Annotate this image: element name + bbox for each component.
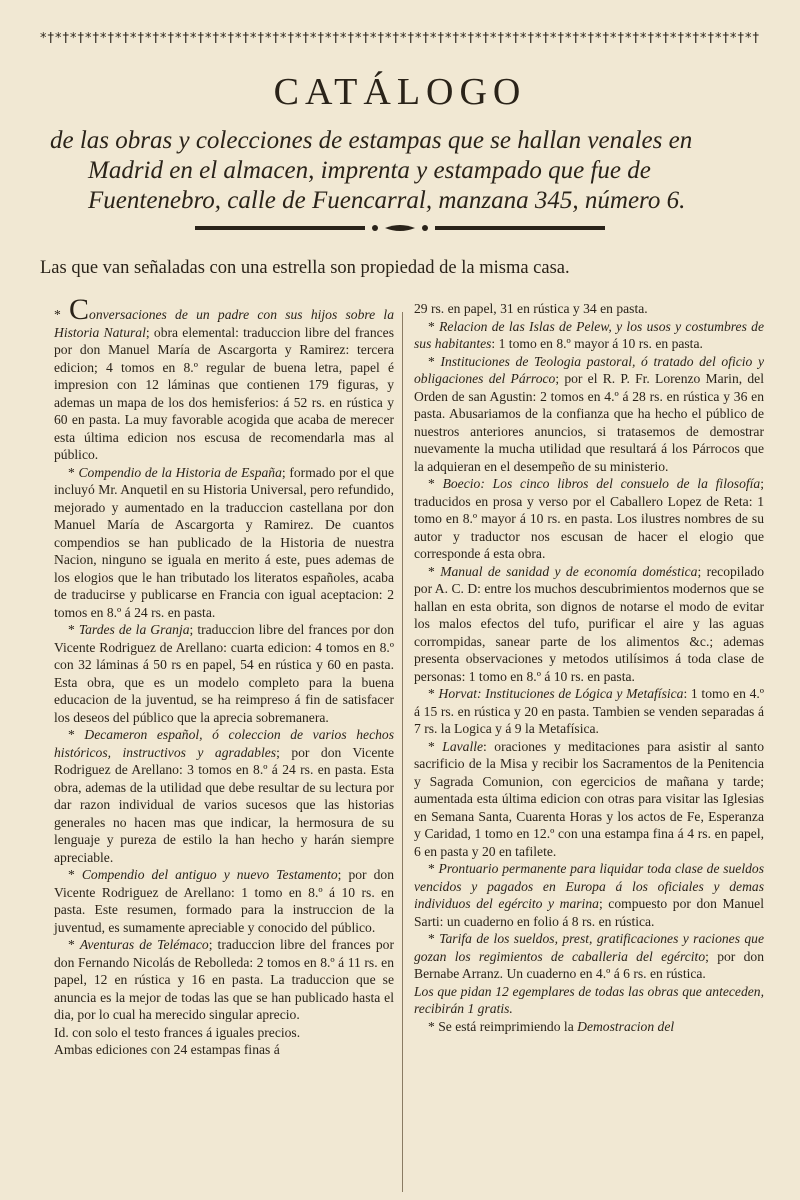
drop-cap: C [69,293,90,326]
catalog-entry [54,1024,394,1042]
left-column [54,293,395,1059]
entry-text: : 1 tomo en 8.º mayor á 10 rs. en pasta. [491,336,703,351]
catalog-entry [414,738,764,861]
entry-text: ; traducidos en prosa y verso por el Caballero Lopez de Reta: 1 tomo en 8.º mayor á 10 rs. en pasta. Los ilustres nombres de su autor y traductor nos escusan de hacer el elogio que corresponde á esta obra. [414,476,764,561]
entry-title: Instituciones de Teologia pastoral, ó tratado del oficio y obligaciones del Párroco [414,353,764,386]
catalog-entry [414,860,764,930]
catalog-entry [414,318,764,353]
star-mark: * [68,464,75,480]
subtitle [50,126,760,216]
catalog-entry [54,726,394,866]
star-mark: * [428,738,435,754]
entry-text: ; por don Bernabe Arranz. Un cuaderno en 4.º á 6 rs. en rústica. [414,948,764,981]
star-mark: * [428,476,435,491]
star-mark: * [428,861,435,876]
catalog-entry [414,685,764,738]
catalog-entry [414,353,764,476]
catalog-entry [54,464,394,622]
right-column [414,300,764,1035]
catalog-entry [414,300,764,318]
entry-title: Compendio de la Historia de España [78,464,282,480]
entry-text: ; por don Vicente Rodriguez de Arellano: 3 tomos en 8.º á 24 rs. en pasta. Esta obra, ademas de la utilidad que debe resultar de su lectura por dar razon individual de varios sucesos que las historias generales no hacen mas que indicar, la hermosura de su lenguaje y pureza de estilo la han hecho y harán siempre apreciable. [54,744,394,865]
star-mark: * [68,937,75,952]
catalog-entry [54,293,394,464]
catalog-entry [54,1041,394,1059]
entry-title: Boecio: Los cinco libros del consuelo de la filosofía [442,476,761,491]
decorative-rule [195,222,605,234]
entry-title: Horvat: Instituciones de Lógica y Metafísica [438,686,684,701]
entry-title: Prontuario permanente para liquidar toda clase de sueldos vencidos y pagados en Europa á los oficiales y demas individuos del egército y marina [414,861,765,911]
catalog-entry [414,475,764,563]
page-title: CATÁLOGO [273,71,527,113]
entry-title: Compendio del antiguo y nuevo Testamento [81,867,338,882]
subtitle-line-2: Madrid en el almacen, imprenta y estampado que fue de [88,157,651,184]
entry-text: ; recopilado por A. C. D: entre los muchos descubrimientos modernos que se hallan en esta obrita, son dignos de notarse el modo de evitar los malos efectos del tufo, purificar el aire y las aguas corrompidas, sanear parte de los alimentos &c.; ademas presenta observaciones y metodos utilísimos á toda clase de personas: 1 tomo en 8.º á 10 rs. en pasta. [414,563,764,684]
star-mark: * [68,622,75,637]
entry-text: Se está reimprimiendo la [438,1018,578,1034]
catalog-entry [54,621,394,726]
entry-text: ; obra elemental: traduccion libre del frances por don Manuel María de Ascargorta y Ramirez: tercera edicion; 4 tomos en 8.º regular de buena letra, papel é impresion con 12 láminas que contienen 179 figuras, y ademas un mapa de los dos hemisferios: á 52 rs. en rústica y 60 en pasta. La muy favorable acogida que acaba de merecer esta última edicion nos escusa de recomendarla mas al público. [54,324,394,462]
entry-title: Los que pidan 12 egemplares de todas las obras que anteceden, recibirán 1 gratis. [414,983,764,1016]
catalog-entry [414,563,764,686]
entry-text: ; traduccion libre del frances por don Vicente Rodriguez de Arellano: cuarta edicion: 4 tomos en 8.º con 32 láminas á 50 rs en papel, 54 en rústica y 60 en pasta. Esta obra, que es un modelo completo para la buena educacion de la juventud, se ha reimpreso á fin de satisfacer los deseos del público que la aprecia sobremanera. [54,622,394,725]
entry-text: ; por el R. P. Fr. Lorenzo Marin, del Orden de san Agustin: 2 tomos en 4.º á 28 rs. en rústica y 36 en pasta. Abusariamos de la confianza que ha hecho el público de nuestros anteriores anuncios, si tratasemos de demostrar nuevamente la mucha utilidad que resultará á los Párrocos que la adquieran en el desempeño de su ministerio. [414,371,764,474]
entry-title: Lavalle [442,738,484,754]
entry-title: Aventuras de Telémaco [79,937,209,952]
subtitle-line-1: de las obras y colecciones de estampas que se hallan venales en [50,127,693,154]
entry-text: Id. con solo el testo frances á iguales precios. [54,1024,301,1040]
star-mark: * [68,727,75,742]
entry-text: ; compuesto por don Manuel Sarti: un cuaderno en folio á 8 rs. en rústica. [414,896,764,929]
entry-text: : oraciones y meditaciones para asistir al santo sacrificio de la Misa y recibir los Sacramentos de la Penitencia y Sagrada Comunion, con egercicios de mañana y tarde; aumentada esta última edicion con otras para visitar las Iglesias en Semana Santa, Cuarenta Horas y los actos de Fe, Esperanza y Caridad, 1 tomo en 12.º con una estampa fina á 4 rs. en papel, 6 en pasta y 20 en tafilete. [414,738,764,859]
entry-title: Tarifa de los sueldos, prest, gratificaciones y raciones que gozan los regimientos de caballeria del egército [414,931,764,964]
star-mark: * [428,563,435,579]
star-mark: * [428,931,435,946]
column-divider [402,312,403,1192]
entry-title: Manual de sanidad y de economía doméstica [440,563,698,579]
entry-text: ; por don Vicente Rodriguez de Arellano: 1 tomo en 8.º á 10 rs. en pasta. Este resumen, formado para la instruccion de la juventud, es sumamente apreciable y conocido del público. [54,867,394,935]
entry-text: : 1 tomo en 4.º á 15 rs. en rústica y 20 en pasta. Tambien se venden separadas á 7 rs. la Logica y á 9 la Metafísica. [414,686,764,736]
star-mark: * [428,353,435,369]
entry-title: Tardes de la Granja [78,622,190,637]
entry-title: onversaciones de un padre con sus hijos sobre la Historia Natural [54,307,394,340]
entry-text: ; formado por el que incluyó Mr. Anquetil en su Historia Universal, pero refundido, mejorado y aumentado en la traduccion castellana por don Manuel María de Ascargorta y Ramirez. De cuantos compendios se han publicado de la Historia de nuestra Nacion, ninguno se iguala en merito á este, pues ademas de los elogios que le han tributado los literatos españoles, acaba de traducirse y publicarse en Francia con igual aceptacion: 2 tomos en 8.º á 24 rs. en pasta. [54,464,395,620]
star-mark: * [428,1018,435,1034]
entry-text: ; traduccion libre del frances por don Fernando Nicolás de Rebolleda: 2 tomos en 8.º á 11 rs. en papel, 12 en rústica y 16 en pasta. La traduccion que se anuncia es la mejor de todas las que se han publicado hasta el dia, por lo cual ha merecido singular aprecio. [54,937,394,1022]
subtitle-line-3: Fuentenebro, calle de Fuencarral, manzana 345, número 6. [88,187,686,214]
star-mark: * [54,307,61,322]
entry-title: Decameron español, ó coleccion de varios hechos históricos, instructivos y agradables [54,727,394,760]
entry-text: 29 rs. en papel, 31 en rústica y 34 en pasta. [414,301,648,316]
notice: Las que van señaladas con una estrella son propiedad de la misma casa. [40,258,570,278]
entry-text: Ambas ediciones con 24 estampas finas á [54,1042,280,1057]
star-mark: * [428,318,435,334]
ornament-border: *†*†*†*†*†*†*†*†*†*†*†*†*†*†*†*†*†*†*†*†*†*†*†*†*†*†*†*†*†*†*†*†*†*†*†*†*†*†*†*†*†*†*†*†*†*†*†*† [40,32,760,46]
catalog-entry [54,866,394,936]
catalog-entry [414,930,764,983]
catalog-entry [54,936,394,1024]
catalog-entry [414,1018,764,1036]
star-mark: * [68,867,75,882]
entry-title: Relacion de las Islas de Pelew, y los usos y costumbres de sus habitantes [414,318,764,351]
star-mark: * [428,686,435,701]
catalog-entry [414,983,764,1018]
entry-title-tail: Demostracion del [577,1018,675,1034]
